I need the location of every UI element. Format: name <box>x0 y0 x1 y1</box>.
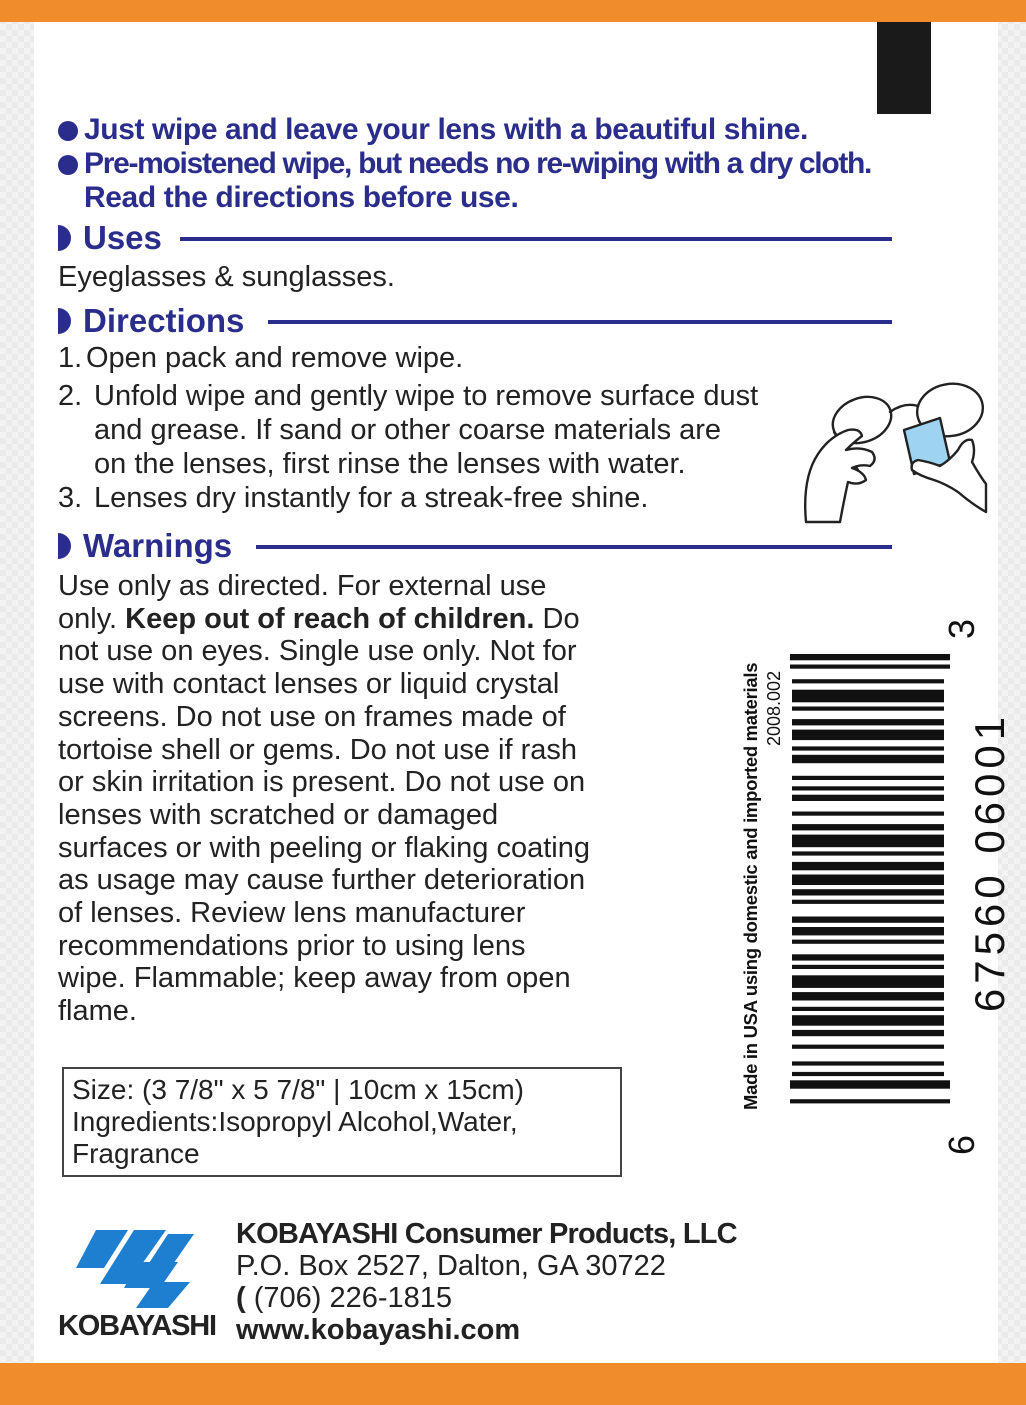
barcode-bar <box>792 679 944 683</box>
bottom-orange-band <box>0 1363 1026 1405</box>
direction-step <box>58 379 858 481</box>
uses-rule <box>180 237 892 241</box>
step-line: on the lenses, first rinse the lenses with water. <box>94 448 686 480</box>
black-tab <box>877 22 931 114</box>
warning-line: of lenses. Review lens manufacturer <box>58 897 526 930</box>
barcode-bar <box>792 889 944 895</box>
barcode-bar <box>792 862 944 870</box>
step-number: 2. <box>58 380 83 412</box>
barcode-bar <box>792 965 944 969</box>
top-orange-band <box>0 0 1026 22</box>
warning-line: not use on eyes. Single use only. Not for <box>58 635 577 668</box>
barcode-bar <box>792 690 944 703</box>
ingredients-text: Ingredients:Isopropyl Alcohol,Water, <box>72 1106 518 1137</box>
size-text: Size: (3 7/8" x 5 7/8" | 10cm x 15cm) <box>72 1074 524 1105</box>
direction-step <box>58 341 858 375</box>
direction-step <box>58 481 858 515</box>
barcode-bar <box>792 975 944 988</box>
claim-1 <box>58 113 938 147</box>
warning-line: or skin irritation is present. Do not use on <box>58 766 586 799</box>
warning-line: flame. <box>58 995 137 1028</box>
warning-line: lenses with scratched or damaged <box>58 798 499 831</box>
barcode-bar <box>792 1072 944 1076</box>
claim-2 <box>58 147 938 181</box>
step-line: Lenses dry instantly for a streak-free shine. <box>94 482 649 514</box>
warnings-heading <box>58 526 892 566</box>
barcode-first-digit: 6 <box>941 1134 983 1156</box>
warning-line: wipe. Flammable; keep away from open <box>58 962 571 995</box>
barcode-bar <box>792 812 944 816</box>
company-name: KOBAYASHI Consumer Products, LLC <box>236 1218 737 1250</box>
barcode-bar <box>792 795 944 801</box>
company-website: www.kobayashi.com <box>236 1314 521 1346</box>
made-in-text: Made in USA using domestic and imported materials <box>740 662 761 1110</box>
warnings-text <box>58 570 698 1028</box>
barcode-bar <box>792 776 944 780</box>
company-phone-row <box>236 1282 737 1314</box>
phone-icon: ( <box>236 1282 246 1314</box>
origin-code: 2008.002 <box>764 670 784 746</box>
claim-1-text: Just wipe and leave your lens with a beautiful shine. <box>84 113 808 146</box>
claims-block <box>58 113 938 215</box>
claim-3 <box>58 181 938 215</box>
barcode-bar <box>792 954 944 960</box>
kobayashi-logo-icon <box>76 1222 196 1312</box>
warning-line: recommendations prior to using lens <box>58 929 526 962</box>
barcode-bar <box>792 1030 944 1036</box>
step-number: 3. <box>58 482 83 514</box>
claim-2-text: Pre-moistened wipe, but needs no re-wiping with a dry cloth. <box>84 147 872 180</box>
warning-line: as usage may cause further deterioration <box>58 864 586 897</box>
warning-line: Use only as directed. For external use <box>58 570 547 602</box>
barcode-bar <box>792 786 944 790</box>
half-circle-icon <box>58 533 71 559</box>
claim-3-text: Read the directions before use. <box>84 181 519 214</box>
barcode-bar <box>792 824 944 830</box>
barcode-bar <box>790 654 950 660</box>
barcode-bar <box>792 1015 944 1025</box>
logo-wordmark: KOBAYASHI <box>58 1310 216 1342</box>
warnings-heading-text: Warnings <box>83 527 233 564</box>
barcode-bar <box>792 835 944 848</box>
company-phone: (706) 226-1815 <box>253 1282 453 1314</box>
uses-heading-text: Uses <box>83 219 162 256</box>
barcode-bar <box>792 1061 944 1065</box>
company-address: P.O. Box 2527, Dalton, GA 30722 <box>236 1250 666 1282</box>
half-circle-icon <box>58 308 71 334</box>
barcode-bar <box>792 730 944 741</box>
barcode-bar <box>792 875 944 886</box>
step-line: Unfold wipe and gently wipe to remove surface dust <box>94 380 759 412</box>
warning-emphasis: Keep out of reach of children. <box>125 602 535 635</box>
barcode-last-digit: 3 <box>941 618 983 640</box>
ingredients-text-cont: Fragrance <box>72 1138 200 1169</box>
warning-line: only. Keep out of reach of children. Do <box>58 602 580 635</box>
barcode-bar <box>792 1007 944 1011</box>
warning-line: surfaces or with peeling or flaking coating <box>58 831 590 864</box>
uses-text: Eyeglasses & sunglasses. <box>58 261 395 293</box>
barcode-bar <box>792 940 944 944</box>
barcode-bar <box>792 746 944 750</box>
bullet-icon <box>58 155 78 175</box>
barcode-bar <box>790 1080 950 1088</box>
barcode-bar <box>792 719 944 725</box>
directions-heading-text: Directions <box>83 302 245 339</box>
barcode-bar <box>790 1099 950 1103</box>
directions-steps <box>58 341 858 515</box>
barcode-bar <box>792 1045 944 1049</box>
warnings-rule <box>256 545 892 549</box>
size-ingredients-box <box>62 1067 622 1177</box>
warning-line: tortoise shell or gems. Do not use if rash <box>58 733 578 766</box>
half-circle-icon <box>58 225 71 251</box>
directions-rule <box>268 320 892 324</box>
barcode-bar <box>790 665 950 669</box>
barcode-bar <box>792 992 944 1000</box>
barcode-middle-digits: 67560 06001 <box>966 711 1013 1013</box>
company-info <box>236 1218 737 1346</box>
warning-line: use with contact lenses or liquid crystal <box>58 668 560 701</box>
barcode-bar <box>792 917 944 923</box>
barcode-bar <box>792 755 944 763</box>
warning-line: screens. Do not use on frames made of <box>58 700 566 733</box>
hands-wiping-glasses-illustration <box>800 380 990 525</box>
barcode-bar <box>792 927 944 935</box>
step-line: and grease. If sand or other coarse materials are <box>94 414 722 446</box>
bullet-icon <box>58 121 78 141</box>
step-line: Open pack and remove wipe. <box>86 342 464 374</box>
barcode-bar <box>792 900 944 904</box>
step-number: 1. <box>58 342 83 374</box>
uses-heading <box>58 218 892 258</box>
barcode-bar <box>792 851 944 855</box>
barcode <box>786 648 956 1118</box>
barcode-bar <box>792 707 944 711</box>
directions-heading <box>58 301 892 341</box>
